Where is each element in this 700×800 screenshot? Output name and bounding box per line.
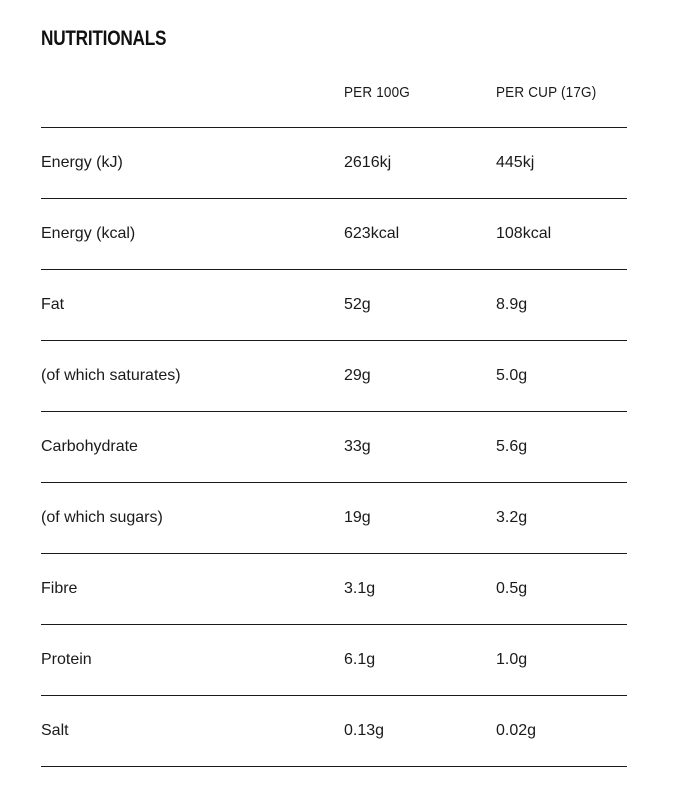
- per-100g-value: 33g: [344, 438, 371, 455]
- per-cup-value: 5.6g: [496, 438, 528, 455]
- nutrient-label: (of which saturates): [41, 367, 181, 384]
- table-row: [41, 128, 627, 199]
- per-cup-value: 0.5g: [496, 580, 528, 597]
- per-100g-value: 6.1g: [344, 651, 376, 668]
- table-row: [41, 341, 627, 412]
- nutrient-label: (of which sugars): [41, 509, 163, 526]
- per-cup-value: 5.0g: [496, 367, 528, 384]
- per-100g-value: 0.13g: [344, 722, 385, 739]
- per-cup-value: 1.0g: [496, 651, 528, 668]
- nutrient-label: Protein: [41, 651, 92, 668]
- per-cup-value: 0.02g: [496, 722, 537, 739]
- table-row: [41, 483, 627, 554]
- per-100g-value: 623kcal: [344, 225, 400, 242]
- table-row: [41, 696, 627, 767]
- per-cup-value: 3.2g: [496, 509, 528, 526]
- per-100g-value: 52g: [344, 296, 371, 313]
- nutrient-label: Salt: [41, 722, 69, 739]
- per-100g-value: 3.1g: [344, 580, 376, 597]
- per-cup-value: 108kcal: [496, 225, 552, 242]
- nutrition-table: [41, 56, 627, 767]
- table-row: [41, 554, 627, 625]
- header-per-100g: PER 100G: [344, 84, 410, 101]
- per-cup-value: 8.9g: [496, 296, 528, 313]
- nutrient-label: Energy (kcal): [41, 225, 136, 242]
- per-cup-value: 445kj: [496, 154, 535, 171]
- section-title: NUTRITIONALS: [41, 27, 167, 50]
- table-row: [41, 412, 627, 483]
- per-100g-value: 29g: [344, 367, 371, 384]
- nutrient-label: Energy (kJ): [41, 154, 123, 171]
- per-100g-value: 2616kj: [344, 154, 392, 171]
- per-100g-value: 19g: [344, 509, 371, 526]
- table-row: [41, 270, 627, 341]
- nutrient-label: Fat: [41, 296, 65, 313]
- table-header-row: [41, 56, 627, 128]
- header-per-cup: PER CUP (17G): [496, 84, 597, 101]
- table-row: [41, 199, 627, 270]
- nutrient-label: Fibre: [41, 580, 78, 597]
- table-row: [41, 625, 627, 696]
- nutrient-label: Carbohydrate: [41, 438, 138, 455]
